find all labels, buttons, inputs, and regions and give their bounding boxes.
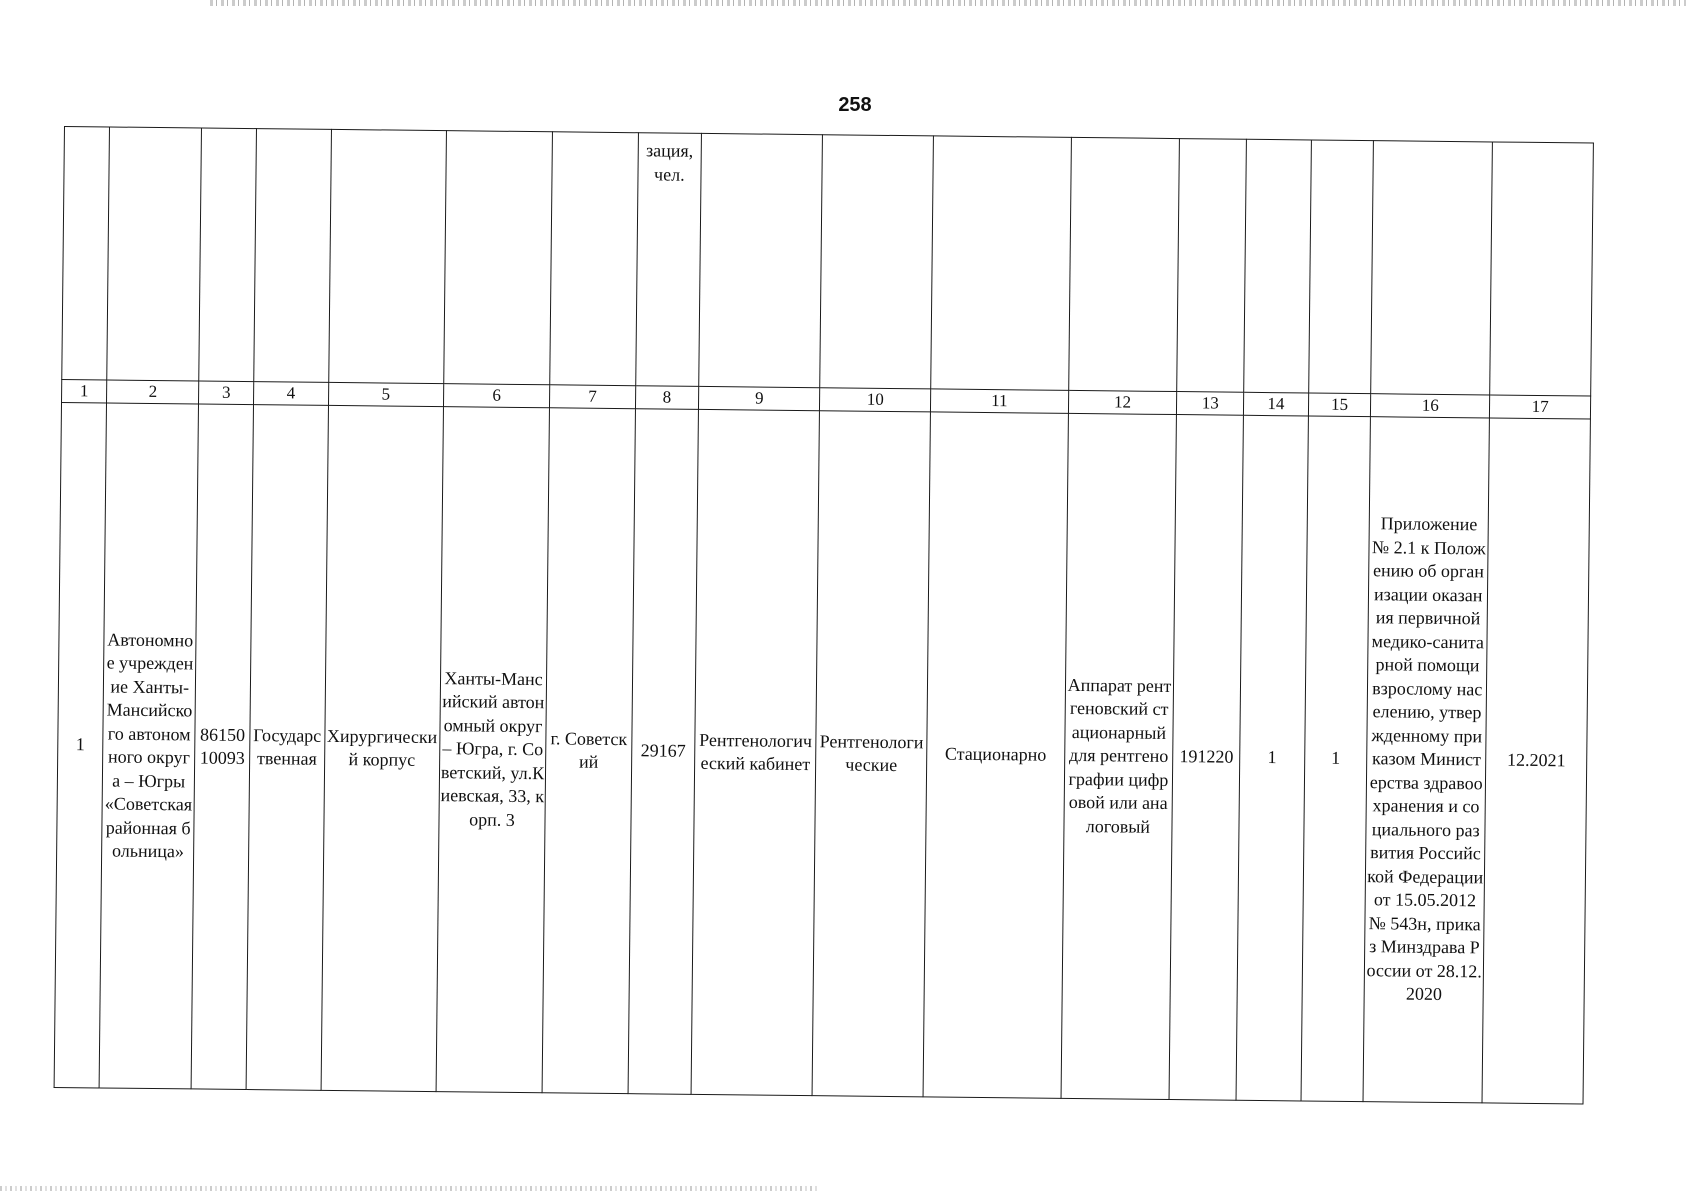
page-number: 258 xyxy=(838,94,872,116)
column-number: 1 xyxy=(62,379,107,402)
column-number: 15 xyxy=(1308,393,1371,417)
header-fragment: зация, чел. xyxy=(645,140,694,185)
header-continuation-row xyxy=(62,127,1594,397)
scan-artifact-bottom xyxy=(0,1186,820,1191)
date-cell: 12.2021 xyxy=(1482,418,1590,1104)
column-number: 14 xyxy=(1243,392,1308,416)
unit-cell: Рентгенологический кабинет xyxy=(691,409,819,1095)
quantity-cell: 1 xyxy=(1236,415,1308,1101)
column-number: 11 xyxy=(931,389,1069,413)
locality-cell: г. Советский xyxy=(542,408,635,1094)
population-cell: 29167 xyxy=(628,409,699,1095)
column-number: 13 xyxy=(1177,392,1244,416)
equipment-cell: Аппарат рентгеновский стационарный для рентгенографии цифровой или аналоговый xyxy=(1061,413,1177,1099)
address-cell: Ханты-Мансийский автономный округ – Югра, г. Советский, ул.Киевская, 33, корп. 3 xyxy=(436,407,550,1093)
service-type-cell: Рентгенологические xyxy=(812,411,930,1097)
column-number: 16 xyxy=(1371,394,1490,418)
column-number: 12 xyxy=(1068,390,1177,414)
column-number: 9 xyxy=(699,386,820,410)
row-number-cell: 1 xyxy=(54,402,107,1087)
registry-table xyxy=(54,126,1594,1104)
organization-name-cell: Автономное учреждение Ханты-Мансийского автономного округа – Югры «Советская районная больница» xyxy=(99,403,199,1089)
inn-cell: 8615010093 xyxy=(192,404,254,1090)
column-number: 17 xyxy=(1490,395,1591,419)
regulation-cell: Приложение № 2.1 к Положению об организации оказания первичной медико-санитарной помощи взрослому населению, утвержденному приказом Министерства здравоохранения и социального развития Российской Федерации от 15.05.2012 № 543н, приказ Минздрава России от 28.12.2020 xyxy=(1363,417,1489,1103)
care-condition-cell: Стационарно xyxy=(923,412,1068,1098)
ownership-form-cell: Государственная xyxy=(246,405,328,1091)
building-cell: Хирургический корпус xyxy=(321,405,443,1091)
column-number: 7 xyxy=(550,385,635,409)
column-number: 5 xyxy=(328,382,443,406)
equipment-code-cell: 191220 xyxy=(1169,415,1243,1101)
table-row xyxy=(54,402,1590,1104)
column-number: 2 xyxy=(107,380,200,404)
column-number: 3 xyxy=(199,381,254,405)
column-number: 6 xyxy=(443,384,550,408)
column-number: 4 xyxy=(253,382,328,406)
registry-table-sheet xyxy=(54,126,1594,1102)
column-number: 10 xyxy=(820,388,931,412)
column-number: 8 xyxy=(635,386,699,410)
quantity-cell: 1 xyxy=(1301,416,1371,1102)
scan-artifact-top xyxy=(210,0,1686,6)
